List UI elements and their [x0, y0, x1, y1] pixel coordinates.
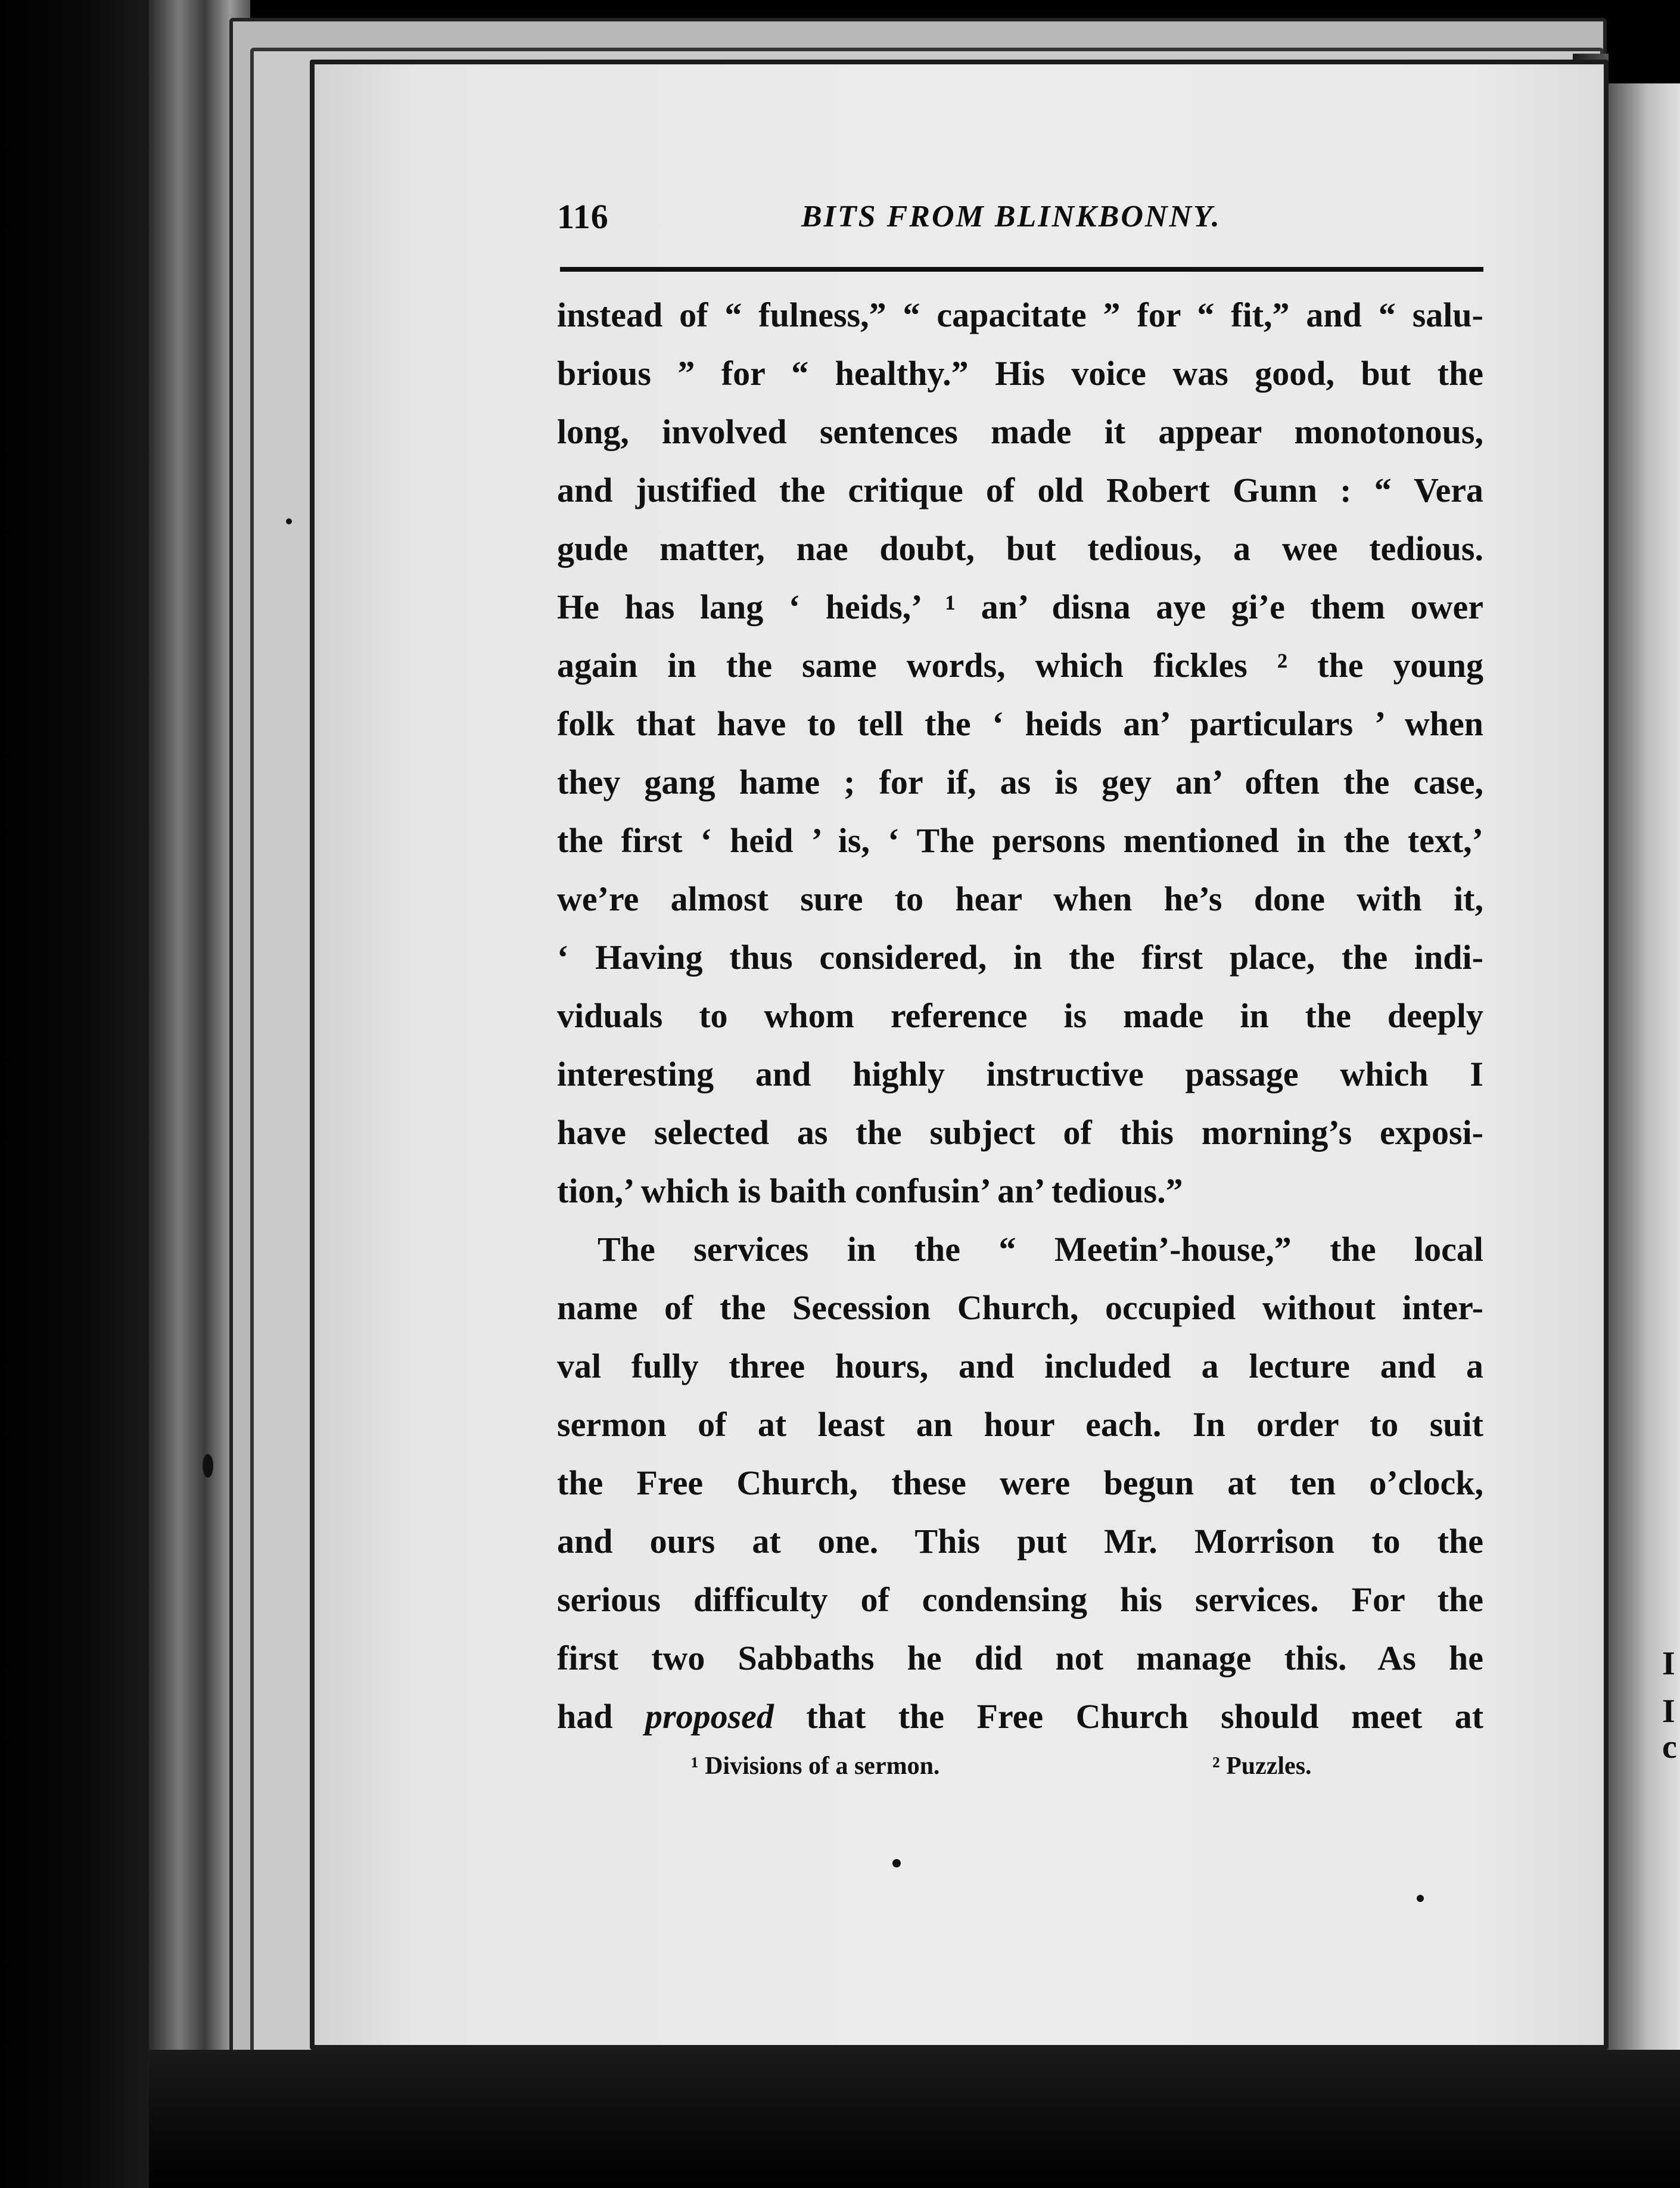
text-line: sermon of at least an hour each. In order to suit	[557, 1405, 1483, 1444]
text-line: name of the Secession Church, occupied without inter-	[557, 1288, 1483, 1327]
text-line: first two Sabbaths he did not manage this. As he	[557, 1639, 1483, 1677]
body-text	[557, 286, 1483, 1746]
page-number: 116	[557, 197, 609, 236]
header-rule	[560, 267, 1483, 272]
book-binding	[0, 0, 149, 2188]
text-line: ‘ Having thus considered, in the first place, the indi-	[557, 938, 1483, 977]
text-line: have selected as the subject of this morning’s exposi-	[557, 1113, 1483, 1152]
text-line: long, involved sentences made it appear monotonous,	[557, 412, 1483, 451]
text-line: the first ‘ heid ’ is, ‘ The persons mentioned in the text,’	[557, 821, 1483, 860]
footnote-1: ¹ Divisions of a sermon.	[691, 1752, 940, 1780]
scan-speck	[286, 518, 292, 524]
final-line-rest: that the Free Church should meet at	[806, 1697, 1483, 1736]
text-line: they gang hame ; for if, as is gey an’ often the case,	[557, 763, 1483, 801]
text-line-final	[557, 1687, 1483, 1746]
text-line: gude matter, nae doubt, but tedious, a wee tedious.	[557, 529, 1483, 568]
facing-page-letter: c	[1662, 1729, 1677, 1766]
text-line: interesting and highly instructive passage which I	[557, 1055, 1483, 1093]
facing-page-shadow	[1609, 0, 1680, 83]
text-line: folk that have to tell the ‘ heids an’ particulars ’ when	[557, 704, 1483, 743]
text-line: He has lang ‘ heids,’ ¹ an’ disna aye gi’e them ower	[557, 588, 1483, 626]
text-line: tion,’ which is baith confusin’ an’ tedious.”	[557, 1171, 1183, 1210]
text-line: val fully three hours, and included a lecture and a	[557, 1347, 1483, 1385]
running-head	[557, 197, 1510, 244]
text-line: and justified the critique of old Robert Gunn : “ Vera	[557, 471, 1483, 509]
bottom-shadow	[149, 2050, 1680, 2188]
text-line: viduals to whom reference is made in the deeply	[557, 996, 1483, 1035]
scan-speck	[892, 1859, 901, 1867]
running-title: BITS FROM BLINKBONNY.	[801, 200, 1221, 234]
text-line: and ours at one. This put Mr. Morrison to the	[557, 1522, 1483, 1561]
text-line: the Free Church, these were begun at ten o’clock,	[557, 1463, 1483, 1502]
facing-page-letter: I	[1662, 1693, 1675, 1730]
paragraph-start-line: The services in the “ Meetin’-house,” the local	[598, 1230, 1483, 1269]
final-line-start: had	[557, 1697, 613, 1736]
scan-speck	[203, 1454, 213, 1478]
italic-word: proposed	[645, 1697, 774, 1736]
text-line: brious ” for “ healthy.” His voice was good, but the	[557, 354, 1483, 393]
scan-speck	[1417, 1895, 1424, 1902]
facing-page-letter: I	[1662, 1645, 1675, 1682]
text-line: instead of “ fulness,” “ capacitate ” for “ fit,” and “ salu-	[557, 296, 1483, 334]
footnote-2: ² Puzzles.	[1212, 1752, 1312, 1780]
footnotes	[691, 1752, 1346, 1794]
text-line: serious difficulty of condensing his services. For the	[557, 1580, 1483, 1619]
text-line: we’re almost sure to hear when he’s done with it,	[557, 879, 1483, 918]
text-line: again in the same words, which fickles ² the young	[557, 646, 1483, 685]
